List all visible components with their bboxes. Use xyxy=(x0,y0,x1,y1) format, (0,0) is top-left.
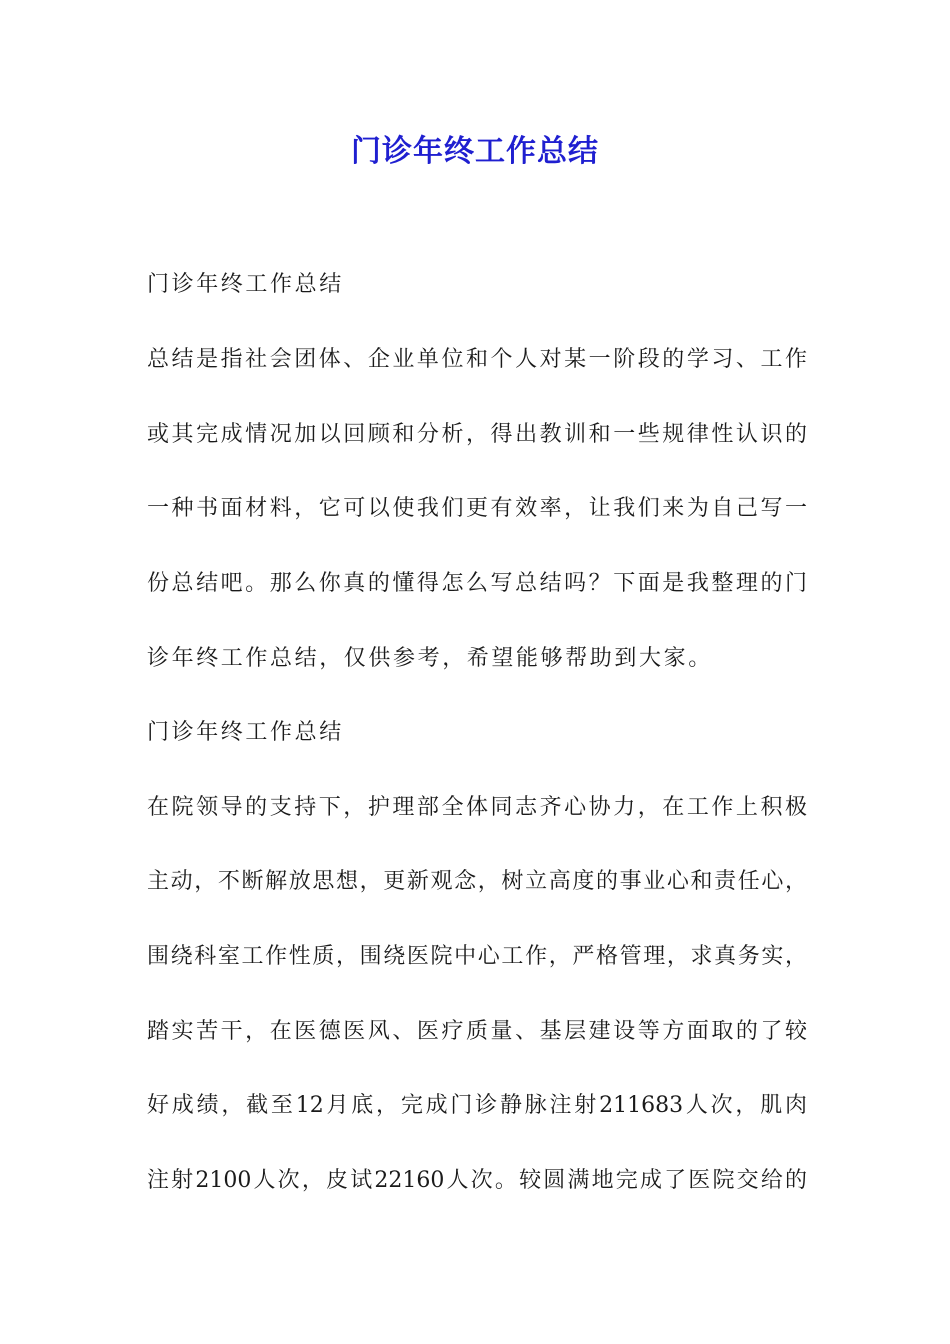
paragraph-line: 注射2100人次，皮试22160人次。较圆满地完成了医院交给的 xyxy=(147,1168,807,1193)
paragraph-line: 份总结吧。那么你真的懂得怎么写总结吗？下面是我整理的门 xyxy=(147,571,807,596)
paragraph-line: 总结是指社会团体、企业单位和个人对某一阶段的学习、工作 xyxy=(147,347,807,372)
document-title: 门诊年终工作总结 xyxy=(351,134,599,169)
paragraph-line: 围绕科室工作性质，围绕医院中心工作，严格管理，求真务实， xyxy=(147,944,807,969)
paragraph-line: 好成绩，截至12月底，完成门诊静脉注射211683人次，肌肉 xyxy=(147,1093,807,1118)
section-heading: 门诊年终工作总结 xyxy=(147,272,344,297)
paragraph-line: 在院领导的支持下，护理部全体同志齐心协力，在工作上积极 xyxy=(147,795,807,820)
section-heading: 门诊年终工作总结 xyxy=(147,720,344,745)
paragraph-line: 主动，不断解放思想，更新观念，树立高度的事业心和责任心， xyxy=(147,869,807,894)
paragraph-line: 或其完成情况加以回顾和分析，得出教训和一些规律性认识的 xyxy=(147,422,807,447)
paragraph-line: 踏实苦干，在医德医风、医疗质量、基层建设等方面取的了较 xyxy=(147,1019,807,1044)
paragraph-line: 诊年终工作总结，仅供参考，希望能够帮助到大家。 xyxy=(147,646,713,671)
paragraph-line: 一种书面材料，它可以使我们更有效率，让我们来为自己写一 xyxy=(147,496,807,521)
